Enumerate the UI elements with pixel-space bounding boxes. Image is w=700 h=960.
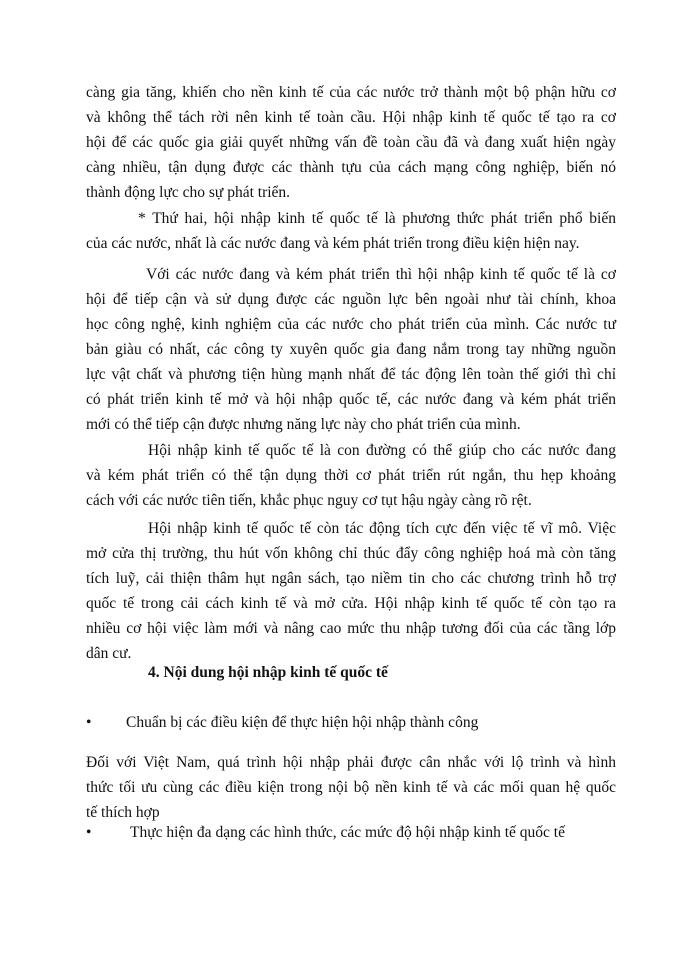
text-line: nhiều cơ hội việc làm mới và nâng cao mức thu nhập tương đối của các tầng lớp (86, 620, 616, 637)
text-line: Với các nước đang và kém phát triển thì hội nhập kinh tế quốc tế là cơ (146, 266, 616, 283)
bullet-text: Thực hiện đa dạng các hình thức, các mức độ hội nhập kinh tế quốc tế (130, 824, 565, 841)
text-line: bản giàu có nhất, các công ty xuyên quốc gia đang nắm trong tay những nguồn (86, 341, 616, 358)
paragraph-5 (86, 516, 616, 666)
text-line: thành động lực cho sự phát triển. (86, 184, 291, 201)
text-line: của các nước, nhất là các nước đang và kém phát triển trong điều kiện hiện nay. (86, 235, 580, 252)
text-line: Hội nhập kinh tế quốc tế còn tác động tích cực đến việc tế vĩ mô. Việc (148, 520, 616, 537)
text-line: và không thể tách rời nên kinh tế toàn cầu. Hội nhập kinh tế quốc tế tạo ra cơ (86, 109, 616, 126)
text-line: học công nghệ, kinh nghiệm của các nước cho phát triển của mình. Các nước tư (86, 316, 616, 333)
text-line: hội để các quốc gia giải quyết những vấn đề toàn cầu đã và đang xuất hiện ngày (86, 134, 616, 151)
paragraph-2 (86, 206, 616, 256)
text-line: quốc tế trong cải cách kinh tế và mở cửa. Hội nhập kinh tế quốc tế còn tạo ra (86, 595, 616, 612)
text-line: lực vật chất và phương tiện hùng mạnh nhất để tác động lên toàn thế giới thì chỉ (86, 366, 616, 383)
text-line: có phát triển kinh tế mở và hội nhập quốc tế, các nước đang và kém phát triển (86, 391, 616, 408)
text-line: mới có thể tiếp cận được nhưng năng lực này cho phát triển của mình. (86, 416, 521, 433)
paragraph-4 (86, 438, 616, 513)
text-line: Đối với Việt Nam, quá trình hội nhập phải được cân nhắc với lộ trình và hình (86, 754, 616, 771)
text-line: tích luỹ, cải thiện thâm hụt ngân sách, tạo niềm tin cho các chương trình hỗ trợ (86, 570, 616, 587)
bullet-item (86, 710, 478, 735)
paragraph-6 (86, 750, 616, 825)
bullet-item (86, 820, 565, 845)
bullet-icon: • (86, 714, 92, 731)
text-line: tế thích hợp (86, 804, 160, 821)
text-line: * Thứ hai, hội nhập kinh tế quốc tế là phương thức phát triển phổ biến (138, 210, 616, 227)
text-line: mở cửa thị trường, thu hút vốn không chỉ thúc đẩy công nghiệp hoá mà còn tăng (86, 545, 616, 562)
bullet-text: Chuẩn bị các điều kiện để thực hiện hội nhập thành công (126, 714, 479, 731)
text-line: thức tối ưu cùng các điều kiện trong nội bộ nền kinh tế và các mối quan hệ quốc (86, 779, 616, 796)
text-line: càng gia tăng, khiến cho nền kinh tế của các nước trở thành một bộ phận hữu cơ (86, 84, 616, 101)
paragraph-1 (86, 80, 616, 205)
text-line: Hội nhập kinh tế quốc tế là con đường có thể giúp cho các nước đang (148, 442, 616, 459)
text-line: và kém phát triển có thể tận dụng thời cơ phát triển rút ngắn, thu hẹp khoảng (86, 467, 616, 484)
text-line: dân cư. (86, 645, 132, 662)
text-line: càng nhiều, tận dụng được các thành tựu của cách mạng công nghiệp, biến nó (86, 159, 616, 176)
paragraph-3 (86, 262, 616, 437)
text-line: hội để tiếp cận và sử dụng được các nguồn lực bên ngoài như tài chính, khoa (86, 291, 616, 308)
section-heading: 4. Nội dung hội nhập kinh tế quốc tế (148, 664, 388, 681)
bullet-icon: • (86, 824, 92, 841)
text-line: cách với các nước tiên tiến, khắc phục nguy cơ tụt hậu ngày càng rõ rệt. (86, 492, 532, 509)
